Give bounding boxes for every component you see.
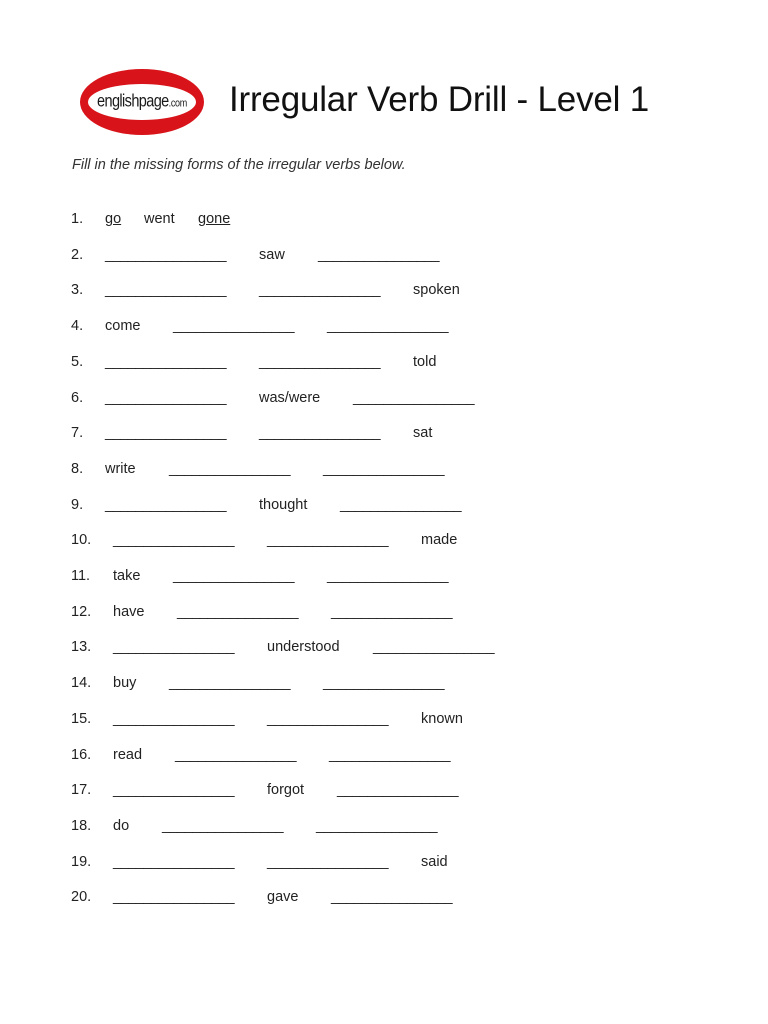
item-number: 1.	[71, 211, 84, 227]
given-verb-form: known	[421, 710, 463, 727]
item-number: 19.	[71, 853, 92, 870]
answer-blank[interactable]: ________________	[259, 425, 381, 442]
item-number: 17.	[71, 782, 92, 799]
drill-item	[0, 675, 768, 695]
item-number: 18.	[71, 817, 92, 834]
answer-blank[interactable]: ________________	[113, 853, 235, 870]
drill-item	[0, 390, 768, 410]
answer-blank[interactable]: ________________	[105, 389, 227, 406]
logo-text	[97, 93, 187, 112]
given-verb-form: said	[421, 853, 448, 870]
drill-item	[0, 782, 768, 802]
drill-item	[0, 711, 768, 731]
item-number: 9.	[71, 496, 84, 513]
given-verb-form: spoken	[413, 282, 460, 299]
drill-item	[0, 247, 768, 267]
item-number: 16.	[71, 746, 92, 763]
answer-blank[interactable]: ________________	[105, 496, 227, 513]
answer-blank[interactable]: ________________	[267, 853, 389, 870]
answer-blank[interactable]: ________________	[173, 568, 295, 584]
answer-blank[interactable]: ________________	[323, 675, 445, 692]
item-number: 10.	[71, 532, 92, 549]
example-verb-form: go	[105, 211, 122, 227]
item-number: 4.	[71, 318, 84, 335]
given-verb-form: was/were	[259, 389, 321, 406]
answer-blank[interactable]: ________________	[105, 246, 227, 263]
answer-blank[interactable]: ________________	[169, 675, 291, 692]
answer-blank[interactable]: ________________	[105, 353, 227, 370]
answer-blank[interactable]: ________________	[105, 282, 227, 299]
given-verb-form: buy	[113, 675, 137, 692]
page-header	[0, 0, 768, 150]
item-number: 2.	[71, 246, 84, 263]
given-verb-form: take	[113, 568, 141, 584]
given-verb-form: do	[113, 817, 130, 834]
drill-item	[0, 282, 768, 302]
item-number: 14.	[71, 675, 92, 692]
answer-blank[interactable]: ________________	[337, 782, 459, 799]
instructions: Fill in the missing forms of the irregular verbs below.	[72, 157, 406, 173]
item-number: 20.	[71, 889, 92, 906]
answer-blank[interactable]: ________________	[259, 353, 381, 370]
answer-blank[interactable]: ________________	[318, 246, 440, 263]
drill-item	[0, 747, 768, 767]
answer-blank[interactable]: ________________	[113, 889, 235, 906]
answer-blank[interactable]: ________________	[267, 710, 389, 727]
item-number: 7.	[71, 425, 84, 442]
drill-item	[0, 354, 768, 374]
item-number: 8.	[71, 460, 84, 477]
answer-blank[interactable]: ________________	[173, 318, 295, 335]
answer-blank[interactable]: ________________	[373, 639, 495, 656]
drill-item	[0, 211, 768, 231]
answer-blank[interactable]: ________________	[113, 782, 235, 799]
item-number: 15.	[71, 710, 92, 727]
answer-blank[interactable]: ________________	[267, 532, 389, 549]
answer-blank[interactable]: ________________	[113, 532, 235, 549]
given-verb-form: told	[413, 353, 437, 370]
answer-blank[interactable]: ________________	[177, 603, 299, 620]
answer-blank[interactable]: ________________	[331, 603, 453, 620]
drill-item	[0, 889, 768, 909]
item-number: 13.	[71, 639, 92, 656]
answer-blank[interactable]: ________________	[353, 389, 475, 406]
given-verb-form: forgot	[267, 782, 305, 799]
drill-item	[0, 318, 768, 338]
drill-item	[0, 425, 768, 445]
given-verb-form: understood	[267, 639, 340, 656]
answer-blank[interactable]: ________________	[327, 568, 449, 584]
given-verb-form: thought	[259, 496, 308, 513]
given-verb-form: gave	[267, 889, 299, 906]
answer-blank[interactable]: ________________	[329, 746, 451, 763]
logo-inner-ellipse	[88, 84, 196, 120]
answer-blank[interactable]: ________________	[105, 425, 227, 442]
page-title: Irregular Verb Drill - Level 1	[229, 80, 649, 119]
answer-blank[interactable]: ________________	[340, 496, 462, 513]
answer-blank[interactable]: ________________	[259, 282, 381, 299]
answer-blank[interactable]: ________________	[169, 460, 291, 477]
given-verb-form: made	[421, 532, 458, 549]
drill-item	[0, 497, 768, 517]
answer-blank[interactable]: ________________	[327, 318, 449, 335]
given-verb-form: come	[105, 318, 141, 335]
given-verb-form: have	[113, 603, 145, 620]
item-number: 12.	[71, 603, 92, 620]
given-verb-form: saw	[259, 246, 285, 263]
given-verb-form: sat	[413, 425, 433, 442]
answer-blank[interactable]: ________________	[175, 746, 297, 763]
answer-blank[interactable]: ________________	[162, 817, 284, 834]
logo-text-suffix: .com	[168, 97, 187, 110]
given-verb-form: read	[113, 746, 143, 763]
given-verb-form: write	[105, 460, 136, 477]
answer-blank[interactable]: ________________	[113, 710, 235, 727]
answer-blank[interactable]: ________________	[331, 889, 453, 906]
item-number: 6.	[71, 389, 84, 406]
example-verb-form: gone	[198, 211, 231, 227]
drill-item	[0, 639, 768, 659]
answer-blank[interactable]: ________________	[323, 460, 445, 477]
logo-text-main: englishpage	[97, 92, 169, 112]
item-number: 5.	[71, 353, 84, 370]
item-number: 11.	[71, 568, 91, 584]
example-verb-form: went	[144, 211, 175, 227]
answer-blank[interactable]: ________________	[316, 817, 438, 834]
drill-item	[0, 818, 768, 838]
answer-blank[interactable]: ________________	[113, 639, 235, 656]
drill-item	[0, 854, 768, 874]
drill-item	[0, 568, 768, 588]
drill-item	[0, 532, 768, 552]
drill-item	[0, 604, 768, 624]
englishpage-logo[interactable]	[80, 69, 204, 135]
drill-item	[0, 461, 768, 481]
item-number: 3.	[71, 282, 84, 299]
